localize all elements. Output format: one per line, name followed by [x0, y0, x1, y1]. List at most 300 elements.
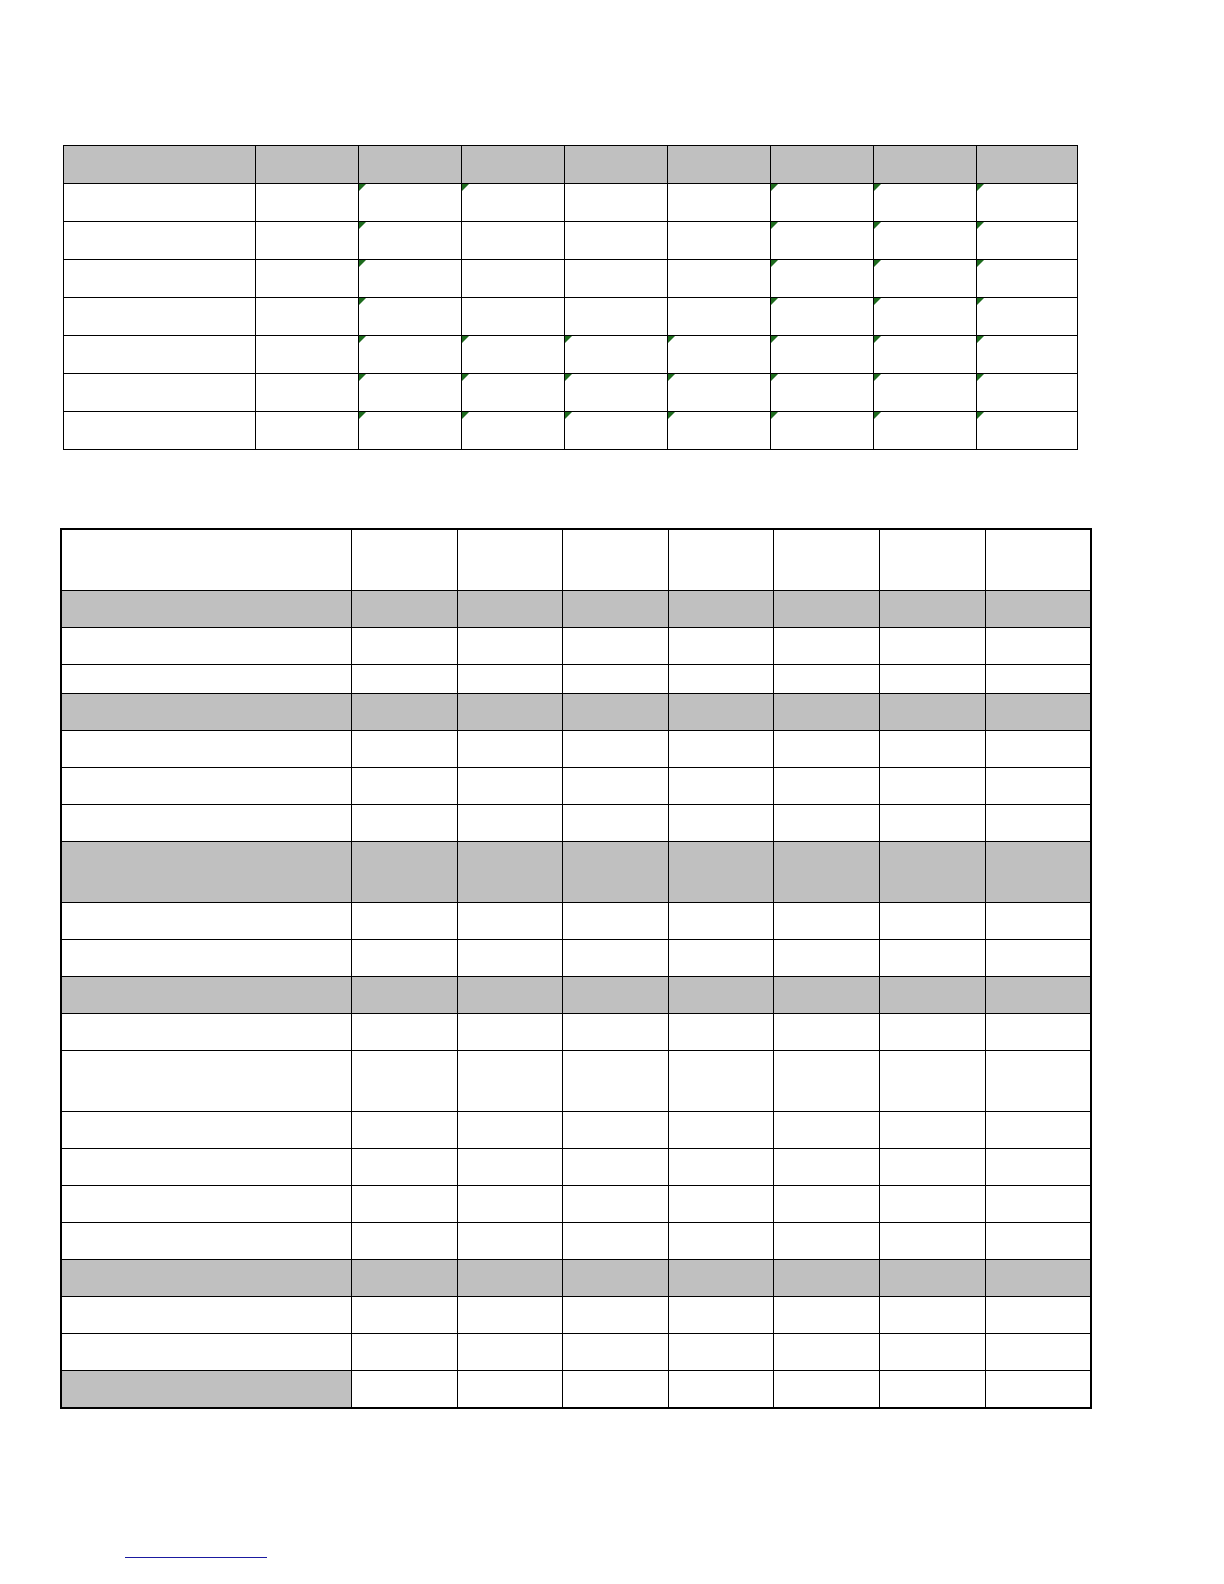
table-cell — [562, 628, 668, 665]
table-cell — [879, 903, 985, 940]
table-row — [61, 903, 1091, 940]
table-cell — [61, 1260, 351, 1297]
table-cell — [985, 628, 1091, 665]
table-cell — [773, 591, 879, 628]
table-cell — [773, 1149, 879, 1186]
table-cell — [61, 665, 351, 694]
table-cell — [61, 805, 351, 842]
table-cell — [977, 298, 1078, 336]
table-cell — [773, 1223, 879, 1260]
table-cell — [457, 977, 562, 1014]
table-cell — [773, 1260, 879, 1297]
table-cell — [668, 1334, 773, 1371]
table-cell — [457, 665, 562, 694]
table-cell — [457, 1051, 562, 1112]
table-cell — [61, 1297, 351, 1334]
comment-marker-icon — [874, 184, 881, 191]
table-cell — [879, 591, 985, 628]
comment-marker-icon — [565, 412, 572, 419]
table-cell — [773, 1297, 879, 1334]
table-cell — [562, 1186, 668, 1223]
table-cell — [773, 768, 879, 805]
table-cell — [457, 768, 562, 805]
table-cell — [874, 146, 977, 184]
table-cell — [874, 374, 977, 412]
table-cell — [985, 977, 1091, 1014]
table-cell — [773, 694, 879, 731]
table-cell — [462, 184, 565, 222]
comment-marker-icon — [771, 222, 778, 229]
section-header-row — [61, 842, 1091, 903]
table-cell — [351, 1149, 457, 1186]
table-cell — [61, 977, 351, 1014]
table-cell — [562, 805, 668, 842]
comment-marker-icon — [874, 298, 881, 305]
table-cell — [977, 412, 1078, 450]
table-cell — [565, 298, 668, 336]
comment-marker-icon — [977, 184, 984, 191]
table-cell — [668, 260, 771, 298]
comment-marker-icon — [977, 412, 984, 419]
comment-marker-icon — [462, 412, 469, 419]
table-row — [61, 1371, 1091, 1409]
table-cell — [771, 374, 874, 412]
comment-marker-icon — [771, 298, 778, 305]
table-cell — [462, 298, 565, 336]
table-cell — [64, 184, 256, 222]
table-cell — [985, 1014, 1091, 1051]
table-row — [61, 628, 1091, 665]
table-cell — [61, 768, 351, 805]
table-cell — [256, 412, 359, 450]
table-cell — [457, 1186, 562, 1223]
comment-marker-icon — [359, 298, 366, 305]
table-cell — [773, 665, 879, 694]
table-cell — [457, 1297, 562, 1334]
table-cell — [61, 694, 351, 731]
table-row — [61, 731, 1091, 768]
table-cell — [457, 1260, 562, 1297]
table-cell — [985, 1371, 1091, 1409]
comment-marker-icon — [359, 336, 366, 343]
table-cell — [771, 298, 874, 336]
table-cell — [879, 1149, 985, 1186]
table-cell — [562, 1371, 668, 1409]
table-cell — [668, 374, 771, 412]
table-cell — [256, 298, 359, 336]
table-cell — [879, 1014, 985, 1051]
table-cell — [64, 336, 256, 374]
table-cell — [879, 694, 985, 731]
table-cell — [61, 1186, 351, 1223]
section-header-row — [61, 977, 1091, 1014]
table-cell — [668, 903, 773, 940]
table-cell — [879, 805, 985, 842]
table-cell — [668, 1014, 773, 1051]
table-row — [61, 1051, 1091, 1112]
table-cell — [668, 1297, 773, 1334]
table-cell — [879, 940, 985, 977]
table-cell — [773, 1014, 879, 1051]
table-cell — [874, 184, 977, 222]
comment-marker-icon — [359, 222, 366, 229]
table-cell — [457, 903, 562, 940]
table-cell — [457, 1112, 562, 1149]
table-cell — [879, 665, 985, 694]
table-cell — [977, 222, 1078, 260]
table-cell — [562, 977, 668, 1014]
comment-marker-icon — [977, 260, 984, 267]
table-cell — [668, 222, 771, 260]
table-cell — [668, 1112, 773, 1149]
comment-marker-icon — [359, 374, 366, 381]
table-cell — [351, 628, 457, 665]
table-cell — [64, 298, 256, 336]
table-cell — [874, 298, 977, 336]
section-header-row — [61, 591, 1091, 628]
table-cell — [771, 146, 874, 184]
table-cell — [879, 1051, 985, 1112]
table-cell — [668, 529, 773, 591]
table-cell — [562, 903, 668, 940]
table-row — [61, 1297, 1091, 1334]
table-cell — [256, 374, 359, 412]
table-cell — [351, 1371, 457, 1409]
comment-marker-icon — [668, 374, 675, 381]
table-row — [61, 665, 1091, 694]
table-cell — [879, 1112, 985, 1149]
table-cell — [985, 591, 1091, 628]
table-cell — [985, 1149, 1091, 1186]
table-cell — [773, 628, 879, 665]
comment-marker-icon — [565, 374, 572, 381]
table-cell — [61, 903, 351, 940]
comment-marker-icon — [874, 336, 881, 343]
table-cell — [562, 1014, 668, 1051]
table-cell — [771, 184, 874, 222]
table-cell — [359, 298, 462, 336]
table-row — [61, 1112, 1091, 1149]
table-row — [61, 940, 1091, 977]
comment-marker-icon — [565, 336, 572, 343]
table-cell — [668, 1051, 773, 1112]
table-cell — [351, 1223, 457, 1260]
comment-marker-icon — [977, 222, 984, 229]
table-cell — [977, 260, 1078, 298]
table-cell — [562, 529, 668, 591]
comment-marker-icon — [668, 336, 675, 343]
table-cell — [985, 694, 1091, 731]
table-cell — [457, 1223, 562, 1260]
table-cell — [879, 1334, 985, 1371]
table-cell — [64, 374, 256, 412]
table-cell — [256, 222, 359, 260]
table-cell — [351, 1186, 457, 1223]
table-cell — [457, 1334, 562, 1371]
table-row — [64, 412, 1078, 450]
table-cell — [773, 977, 879, 1014]
footer-rule — [125, 1557, 267, 1558]
table-cell — [668, 591, 773, 628]
table-row — [64, 336, 1078, 374]
table-cell — [879, 977, 985, 1014]
table-row — [64, 222, 1078, 260]
table-cell — [668, 298, 771, 336]
table-cell — [565, 336, 668, 374]
table-cell — [985, 842, 1091, 903]
comment-marker-icon — [359, 184, 366, 191]
table-cell — [457, 694, 562, 731]
table-cell — [565, 184, 668, 222]
table-cell — [985, 805, 1091, 842]
table-cell — [61, 1371, 351, 1409]
table-cell — [879, 1223, 985, 1260]
table-cell — [977, 374, 1078, 412]
table-cell — [565, 222, 668, 260]
table-cell — [773, 731, 879, 768]
table-cell — [562, 1223, 668, 1260]
table-cell — [256, 184, 359, 222]
table-cell — [879, 1260, 985, 1297]
table-cell — [985, 665, 1091, 694]
table-cell — [64, 146, 256, 184]
table-cell — [351, 805, 457, 842]
table-cell — [773, 940, 879, 977]
table-cell — [668, 184, 771, 222]
comment-marker-icon — [977, 298, 984, 305]
table-cell — [562, 665, 668, 694]
table-cell — [771, 336, 874, 374]
table-cell — [256, 336, 359, 374]
table-cell — [977, 184, 1078, 222]
table-cell — [61, 1334, 351, 1371]
table-cell — [773, 903, 879, 940]
table-cell — [562, 1334, 668, 1371]
table-cell — [668, 940, 773, 977]
table-cell — [562, 694, 668, 731]
table-row — [61, 805, 1091, 842]
table-cell — [462, 222, 565, 260]
table-cell — [773, 1186, 879, 1223]
comment-marker-icon — [771, 260, 778, 267]
table-cell — [457, 1014, 562, 1051]
table-cell — [773, 842, 879, 903]
table-cell — [879, 1297, 985, 1334]
table-cell — [61, 940, 351, 977]
comment-marker-icon — [771, 336, 778, 343]
comment-marker-icon — [771, 184, 778, 191]
comment-marker-icon — [668, 412, 675, 419]
table-row — [64, 298, 1078, 336]
section-header-row — [61, 694, 1091, 731]
table-cell — [879, 842, 985, 903]
table-cell — [773, 1334, 879, 1371]
table-cell — [668, 1149, 773, 1186]
table-cell — [359, 260, 462, 298]
table-cell — [985, 768, 1091, 805]
table-cell — [359, 184, 462, 222]
table-cell — [61, 1112, 351, 1149]
table-cell — [562, 1297, 668, 1334]
table-cell — [359, 222, 462, 260]
table-cell — [351, 842, 457, 903]
table-row — [61, 1186, 1091, 1223]
table-cell — [351, 1051, 457, 1112]
table-cell — [985, 529, 1091, 591]
comment-marker-icon — [874, 260, 881, 267]
table-cell — [462, 374, 565, 412]
table-cell — [61, 1149, 351, 1186]
comment-marker-icon — [359, 412, 366, 419]
table-cell — [351, 694, 457, 731]
table-cell — [61, 1014, 351, 1051]
table-cell — [562, 1149, 668, 1186]
comment-marker-icon — [462, 336, 469, 343]
table-cell — [359, 336, 462, 374]
table-cell — [351, 1260, 457, 1297]
table-cell — [985, 903, 1091, 940]
table-cell — [985, 1260, 1091, 1297]
table-cell — [359, 146, 462, 184]
table-cell — [351, 977, 457, 1014]
table-cell — [359, 412, 462, 450]
table-cell — [668, 1186, 773, 1223]
table-cell — [351, 529, 457, 591]
table-cell — [457, 628, 562, 665]
table-cell — [64, 222, 256, 260]
table-cell — [985, 1297, 1091, 1334]
table-cell — [61, 529, 351, 591]
table-cell — [457, 940, 562, 977]
comment-marker-icon — [462, 374, 469, 381]
table-cell — [562, 731, 668, 768]
table-row — [61, 768, 1091, 805]
table-cell — [562, 842, 668, 903]
table-cell — [462, 412, 565, 450]
table-cell — [668, 1223, 773, 1260]
table-cell — [256, 260, 359, 298]
table-cell — [773, 529, 879, 591]
upper-grid-table — [63, 145, 1078, 450]
table-cell — [562, 940, 668, 977]
table-cell — [668, 768, 773, 805]
table-cell — [668, 731, 773, 768]
table-cell — [879, 529, 985, 591]
table-cell — [771, 260, 874, 298]
table-cell — [61, 1223, 351, 1260]
table-cell — [61, 842, 351, 903]
comment-marker-icon — [977, 374, 984, 381]
table-header-row — [64, 146, 1078, 184]
table-cell — [874, 222, 977, 260]
comment-marker-icon — [874, 374, 881, 381]
table-cell — [562, 768, 668, 805]
table-cell — [351, 940, 457, 977]
table-cell — [985, 1334, 1091, 1371]
table-cell — [668, 412, 771, 450]
table-cell — [61, 731, 351, 768]
table-cell — [562, 1112, 668, 1149]
comment-marker-icon — [359, 260, 366, 267]
table-cell — [874, 412, 977, 450]
table-cell — [668, 628, 773, 665]
table-cell — [773, 1051, 879, 1112]
table-cell — [562, 591, 668, 628]
table-cell — [668, 805, 773, 842]
table-cell — [985, 1223, 1091, 1260]
table-cell — [351, 768, 457, 805]
table-cell — [457, 529, 562, 591]
table-cell — [256, 146, 359, 184]
comment-marker-icon — [874, 412, 881, 419]
table-cell — [565, 374, 668, 412]
lower-grid-table — [60, 528, 1092, 1409]
table-cell — [565, 146, 668, 184]
table-cell — [64, 412, 256, 450]
table-cell — [351, 591, 457, 628]
table-cell — [874, 336, 977, 374]
table-cell — [565, 412, 668, 450]
table-cell — [351, 731, 457, 768]
table-cell — [985, 731, 1091, 768]
comment-marker-icon — [977, 336, 984, 343]
table-row — [61, 1014, 1091, 1051]
table-cell — [457, 731, 562, 768]
table-cell — [351, 1014, 457, 1051]
table-cell — [879, 1371, 985, 1409]
table-cell — [351, 1297, 457, 1334]
table-cell — [773, 1371, 879, 1409]
table-row — [64, 184, 1078, 222]
table-cell — [668, 665, 773, 694]
table-row — [61, 1223, 1091, 1260]
table-cell — [771, 412, 874, 450]
table-cell — [879, 1186, 985, 1223]
table-cell — [668, 146, 771, 184]
table-cell — [462, 336, 565, 374]
table-cell — [351, 665, 457, 694]
table-cell — [879, 768, 985, 805]
table-cell — [61, 591, 351, 628]
table-cell — [771, 222, 874, 260]
comment-marker-icon — [771, 374, 778, 381]
table-cell — [985, 940, 1091, 977]
table-cell — [562, 1051, 668, 1112]
table-cell — [351, 903, 457, 940]
table-cell — [462, 146, 565, 184]
table-cell — [773, 1112, 879, 1149]
table-cell — [668, 1371, 773, 1409]
table-row — [61, 1149, 1091, 1186]
table-row — [61, 1334, 1091, 1371]
table-cell — [668, 842, 773, 903]
table-cell — [668, 1260, 773, 1297]
table-cell — [457, 591, 562, 628]
table-cell — [457, 842, 562, 903]
table-cell — [668, 336, 771, 374]
table-row — [64, 374, 1078, 412]
table-row — [61, 529, 1091, 591]
table-cell — [977, 336, 1078, 374]
table-cell — [351, 1112, 457, 1149]
table-cell — [874, 260, 977, 298]
table-cell — [773, 805, 879, 842]
table-cell — [668, 977, 773, 1014]
table-cell — [462, 260, 565, 298]
table-cell — [879, 731, 985, 768]
table-cell — [457, 1149, 562, 1186]
table-cell — [359, 374, 462, 412]
